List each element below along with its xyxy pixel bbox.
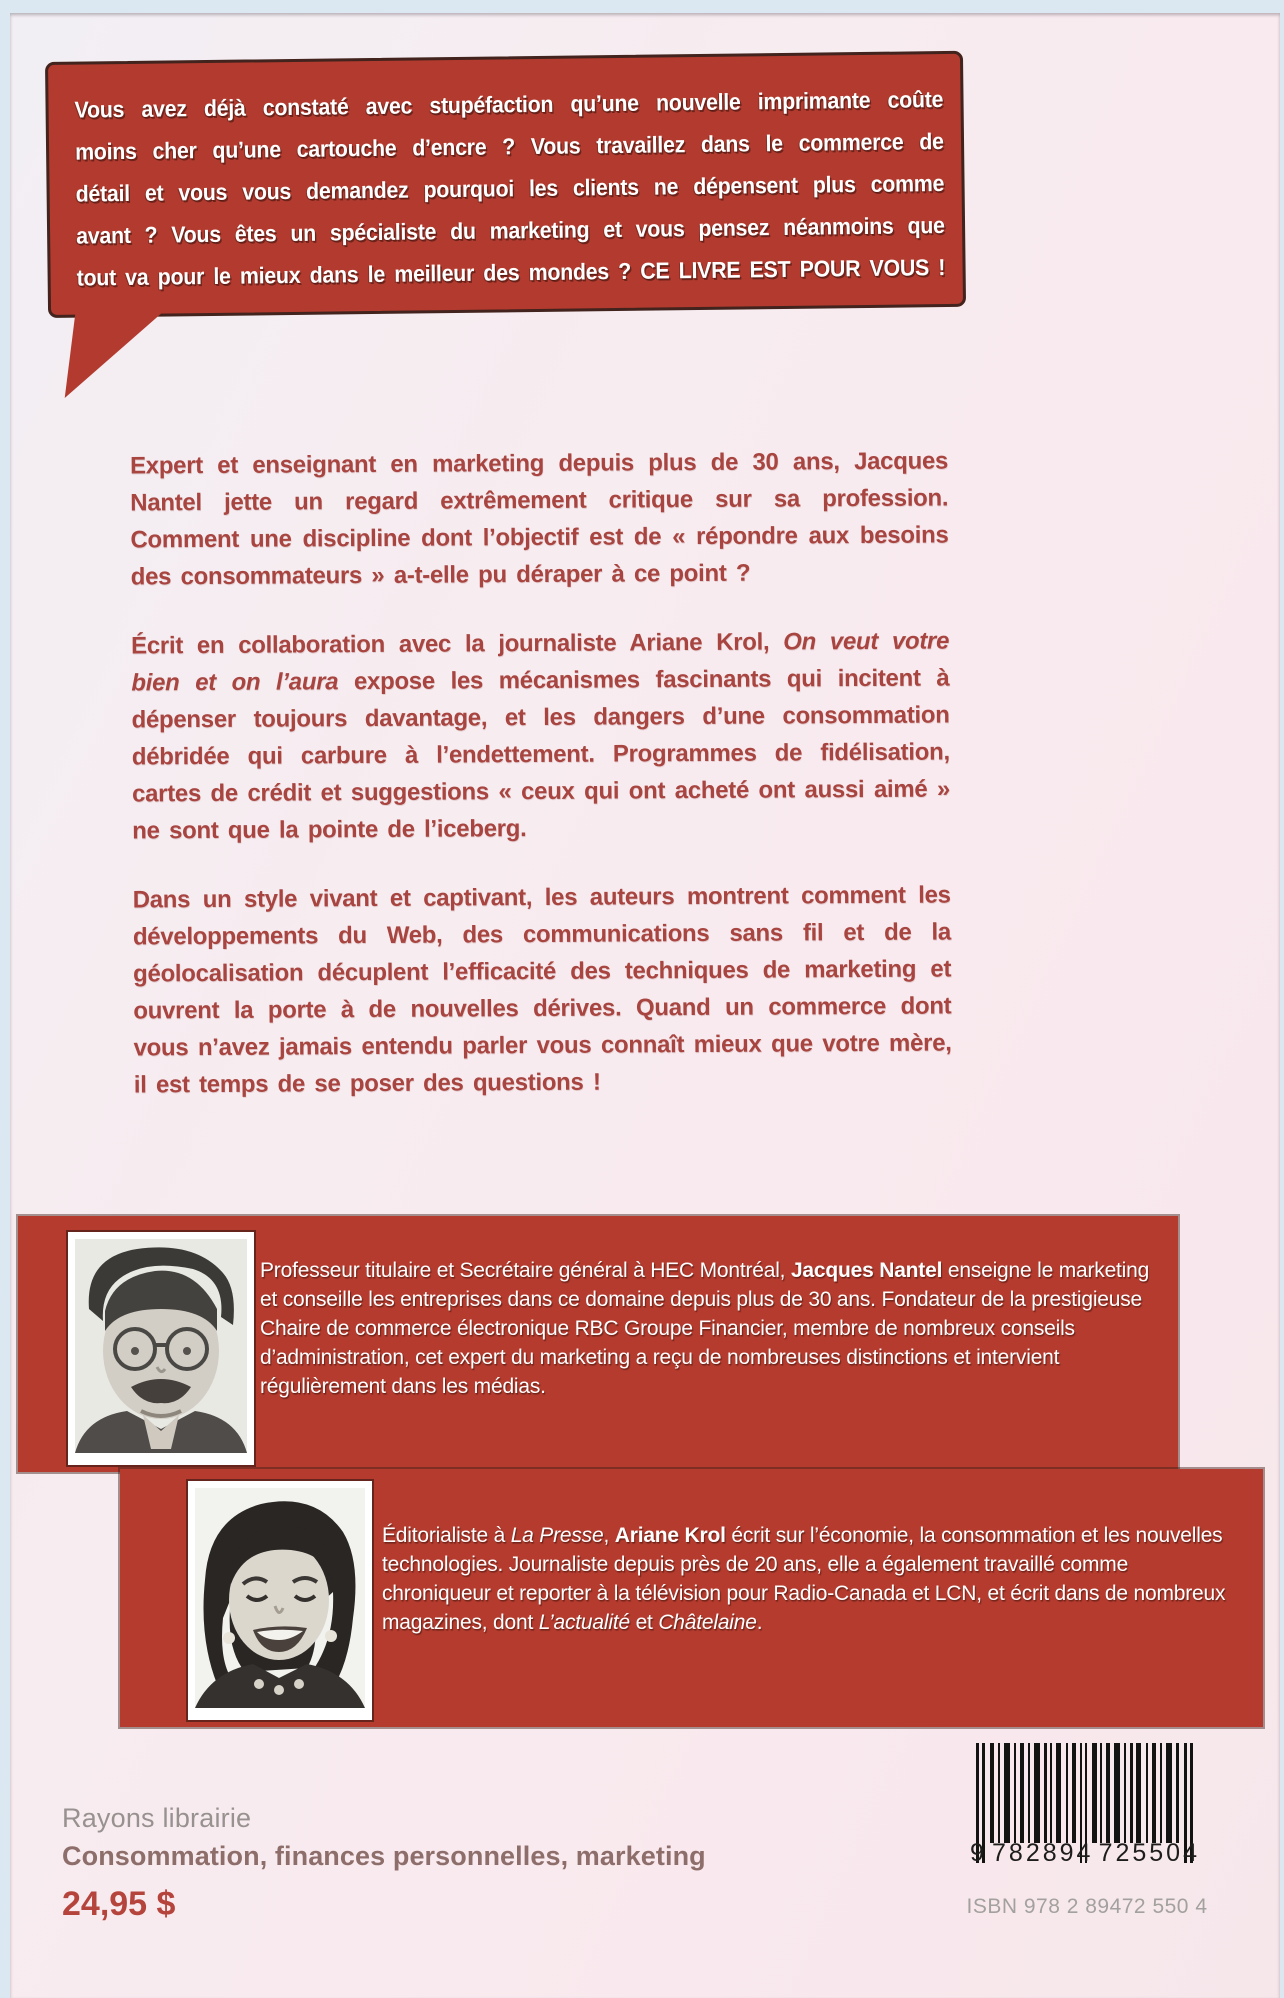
text-segment: Professeur titulaire et Secrétaire général à HEC Montréal, (260, 1259, 791, 1282)
synopsis-paragraph (131, 623, 950, 850)
isbn: ISBN 978 2 89472 550 4 (966, 1895, 1208, 1918)
synopsis-paragraph (130, 443, 949, 596)
barcode-group1: 782894 (992, 1839, 1094, 1867)
ariane-krol-photo-frame (188, 1481, 372, 1720)
jacques-nantel-photo-frame (68, 1232, 254, 1465)
jacques-nantel-bio (260, 1256, 1155, 1401)
text-segment: expose les mécanismes fascinants qui incitent à dépenser toujours davantage, et les dangers d’une consommation débridée qui carbure à l’endettement. Programmes de fidélisation, cartes de crédit et suggestions « ceux qui ont acheté ont aussi aimé » ne sont que la pointe de l’iceberg. (131, 664, 951, 845)
text-segment: Dans un style vivant et captivant, les auteurs montrent comment les développements du Web, des communications sans fil et de la géolocalisation décuplent l’efficacité des techniques de marketing et ouvrent la porte à de nouvelles dérives. Quand un commerce dont vous n’avez jamais entendu parler vous connaît mieux que votre mère, il est temps de se poser des questions ! (132, 881, 952, 1099)
bubble-text-line: tout va pour le mieux dans le meilleur des mondes ? CE LIVRE EST POUR VOUS ! (76, 254, 946, 291)
text-segment: et (629, 1611, 659, 1634)
barcode-group2: 725504 (1098, 1839, 1200, 1867)
bubble-text-line: Vous avez déjà constaté avec stupéfaction qu’une nouvelle imprimante coûte (74, 86, 944, 123)
speech-bubble-tail (58, 306, 170, 398)
author-band-jacques-nantel (18, 1216, 1178, 1472)
synopsis-block (130, 443, 952, 1136)
text-segment: On veut votre bien et on l’aura (131, 627, 950, 697)
bubble-text-line: avant ? Vous êtes un spécialiste du marketing et vous pensez néanmoins que (75, 212, 945, 249)
text-segment: Jacques Nantel (790, 1259, 943, 1282)
ariane-krol-photo (195, 1488, 365, 1708)
text-segment: Écrit en collaboration avec la journaliste Ariane Krol, (131, 628, 784, 660)
ariane-krol-bio (382, 1521, 1238, 1637)
cover-background (10, 13, 1280, 1998)
text-segment: La Presse (510, 1524, 604, 1547)
speech-bubble (45, 51, 966, 318)
synopsis-paragraph (133, 876, 952, 1103)
bubble-text-line: moins cher qu’une cartouche d’encre ? Vous travaillez dans le commerce de (74, 128, 944, 165)
barcode-left-digit: 9 (970, 1839, 987, 1867)
barcode-digits (970, 1839, 1200, 1868)
categories-label: Consommation, finances personnelles, marketing (62, 1841, 706, 1871)
text-segment: écrit sur l’économie, la consommation et les nouvelles technologies. Journaliste depuis près de 20 ans, elle a également travaillé comme chroniqueur et reporter à la télévision pour Radio-Canada et LCN, et écrit dans de nombreux magazines, dont (382, 1524, 1226, 1634)
text-segment: enseigne le marketing et conseille les entreprises dans ce domaine depuis plus de 30 ans. Fondateur de la prestigieuse Chaire de commerce électronique RBC Groupe Financier, membre de nombreux conseils d’administration, cet expert du marketing a reçu de nombreuses distinctions et intervient régulièrement dans les médias. (260, 1259, 1150, 1398)
bubble-text-line: détail et vous vous demandez pourquoi les clients ne dépensent plus comme (75, 170, 945, 207)
text-segment: Châtelaine (658, 1611, 757, 1634)
text-segment: , (603, 1524, 615, 1547)
author-band-ariane-krol (120, 1469, 1263, 1727)
jacques-nantel-photo (75, 1239, 247, 1453)
barcode (966, 1739, 1208, 1929)
text-segment: Ariane Krol (614, 1524, 726, 1547)
rayons-label: Rayons librairie (62, 1803, 252, 1833)
price-label: 24,95 $ (62, 1885, 176, 1923)
text-segment: Éditorialiste à (382, 1524, 511, 1547)
text-segment: L’actualité (538, 1611, 630, 1634)
text-segment: . (756, 1611, 763, 1634)
text-segment: Expert et enseignant en marketing depuis plus de 30 ans, Jacques Nantel jette un regard extrêmement critique sur sa profession. Comment une discipline dont l’objectif est de « répondre aux besoins des consommateurs » a-t-elle pu déraper à ce point ? (129, 447, 949, 591)
